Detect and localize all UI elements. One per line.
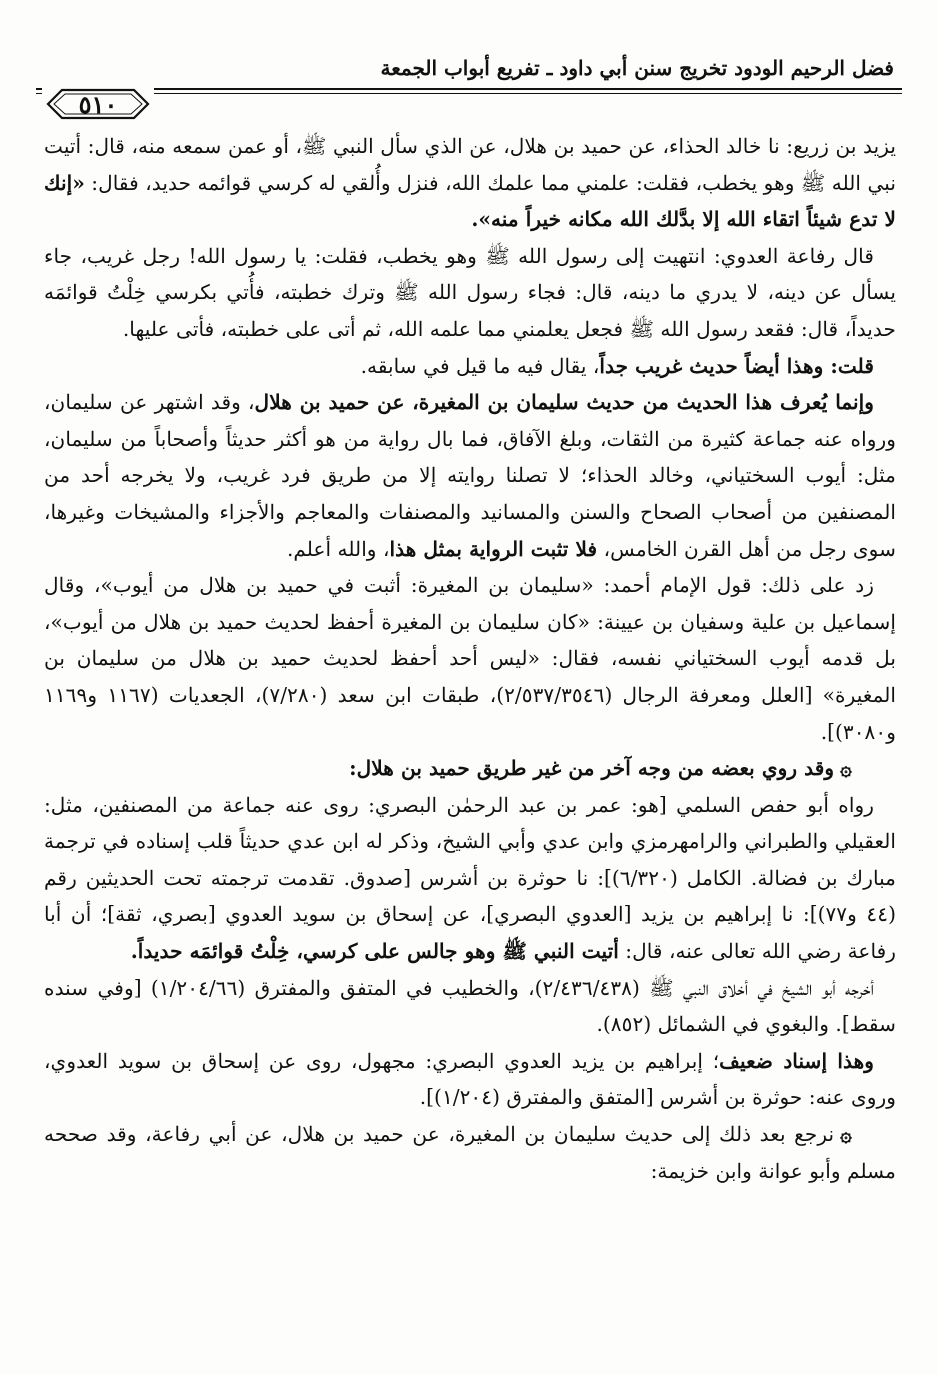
text-segment: يزيد بن زريع: نا خالد الحذاء، عن حميد بن هلال، عن الذي سأل النبي ﷺ، أو عمن سمعه منه، قال: أتيت نبي الله ﷺ وهو يخطب، فقلت: علمني مما علمك الله، فنزل وأُلقي له كرسي قوائمه حديد، فقال: <box>44 134 896 195</box>
page-number-ornament <box>42 84 154 124</box>
text-segment: ، والله أعلم. <box>286 536 390 561</box>
main-text <box>44 128 896 1334</box>
header-rule <box>36 88 902 90</box>
text-segment: زد على ذلك: قول الإمام أحمد: «سليمان بن المغيرة: أثبت في حميد بن هلال من أيوب»، وقال إسماعيل بن علية وسفيان بن عيينة: «كان سليمان بن المغيرة أحفظ لحديث حميد بن هلال من أيوب»، بل قدمه أيوب السختياني نفسه، فقال: «ليس أحد أحفظ لحديث حميد بن هلال من سليمان بن المغيرة» [العلل ومعرفة الرجال (٢/٥٣٧/٣٥٤٦)، طبقات ابن سعد (٧/٢٨٠)، الجعديات (١١٦٧ و١١٦٩ و٣٠٨٠)]. <box>44 573 897 744</box>
paragraph <box>44 970 896 1043</box>
bold-text-segment: وإنما يُعرف هذا الحديث من حديث سليمان بن المغيرة، عن حميد بن هلال <box>254 390 874 415</box>
bold-text-segment: فلا تثبت الرواية بمثل هذا <box>389 536 598 561</box>
paragraph <box>44 787 896 970</box>
text-segment: ، يقال فيه ما قيل في سابقه. <box>360 353 600 378</box>
text-segment: نرجع بعد ذلك إلى حديث سليمان بن المغيرة، عن حميد بن هلال، عن أبي رفاعة، وقد صححه مسلم وأبو عوانة وابن خزيمة: <box>44 1122 896 1183</box>
paragraph <box>44 567 896 750</box>
bold-text-segment: وقد روي بعضه من وجه آخر من غير طريق حميد بن هلال: <box>349 756 835 781</box>
bold-text-segment: أتيت النبي ﷺ وهو جالس على كرسي، خِلْتُ قوائمَه حديداً. <box>130 939 619 964</box>
paragraph <box>44 238 896 348</box>
paragraph <box>44 1116 896 1189</box>
paragraph <box>44 1043 896 1116</box>
page-header <box>36 52 902 132</box>
paragraph <box>44 348 896 385</box>
page-number: ٥١٠ <box>78 90 118 119</box>
bold-text-segment: وهذا إسناد ضعيف <box>719 1048 874 1073</box>
bold-text-segment: قلت: وهذا أيضاً حديث غريب جداً <box>599 353 874 378</box>
bold-text-segment: «إنك لا تدع شيئاً اتقاء الله إلا بدَّلك الله مكانه خيراً منه». <box>44 170 896 232</box>
paragraph <box>44 750 896 787</box>
text-segment: ؛ إبراهيم بن يزيد العدوي البصري: مجهول، روى عن إسحاق بن سويد العدوي، وروى عنه: حوثرة بن أشرس [المتفق والمفترق (١/٢٠٤)]. <box>44 1048 896 1110</box>
section-marker-icon: ۞ <box>840 756 852 781</box>
text-segment: رواه أبو حفص السلمي [هو: عمر بن عبد الرحمٰن البصري: روى عنه جماعة من المصنفين، مثل: العقيلي والطبراني والرامهرمزي وابن عدي وأبي الشيخ، وذكر له ابن عدي حديثاً قلب إسناده في ترجمة مبارك بن فضالة. الكامل (٦/٣٢٠)]: نا حوثرة بن أشرس [صدوق. تقدمت ترجمته تحت الحديثين رقم (٤٤ و٧٧)]: نا إبراهيم بن يزيد [العدوي البصري]، عن إسحاق بن سويد العدوي [بصري، ثقة]؛ أن أبا رفاعة رضي الله تعالى عنه، قال: <box>44 792 897 964</box>
header-rule-thin <box>36 93 902 94</box>
text-segment: أخرجه أبو الشيخ في أخلاق النبي ﷺ (٢/٤٣٦/٤٣٨)، والخطيب في المتفق والمفترق (١/٢٠٤/٦٦) [وفي سنده سقط]. والبغوي في الشمائل (٨٥٢). <box>44 975 896 1037</box>
paragraph <box>44 384 896 567</box>
text-segment: ، وقد اشتهر عن سليمان، ورواه عنه جماعة كثيرة من الثقات، وبلغ الآفاق، فما بال رواية من هو أكثر حديثاً وأصحاباً من سليمان، مثل: أيوب السختياني، وخالد الحذاء؛ لا تصلنا روايته إلا من طريق فرد غريب، ولا يخرجه أحد من المصنفين من أصحاب الصحاح والسنن والمسانيد والمصنفات والمعاجم والأجزاء والمشيخات وغيرها، سوى رجل من أهل القرن الخامس، <box>44 390 896 561</box>
paragraph <box>44 128 896 238</box>
text-segment: قال رفاعة العدوي: انتهيت إلى رسول الله ﷺ وهو يخطب، فقلت: يا رسول الله! رجل غريب، جاء يسأل عن دينه، لا يدري ما دينه، قال: فجاء رسول الله ﷺ وترك خطبته، فأُتي بكرسي خِلْتُ قوائمَه حديداً، قال: فقعد رسول الله ﷺ فجعل يعلمني مما علمه الله، ثم أتى على خطبته، فأتى عليها. <box>44 243 896 341</box>
section-marker-icon: ۞ <box>840 1122 852 1147</box>
running-title: فضل الرحيم الودود تخريج سنن أبي داود ـ تفريع أبواب الجمعة <box>380 56 894 80</box>
